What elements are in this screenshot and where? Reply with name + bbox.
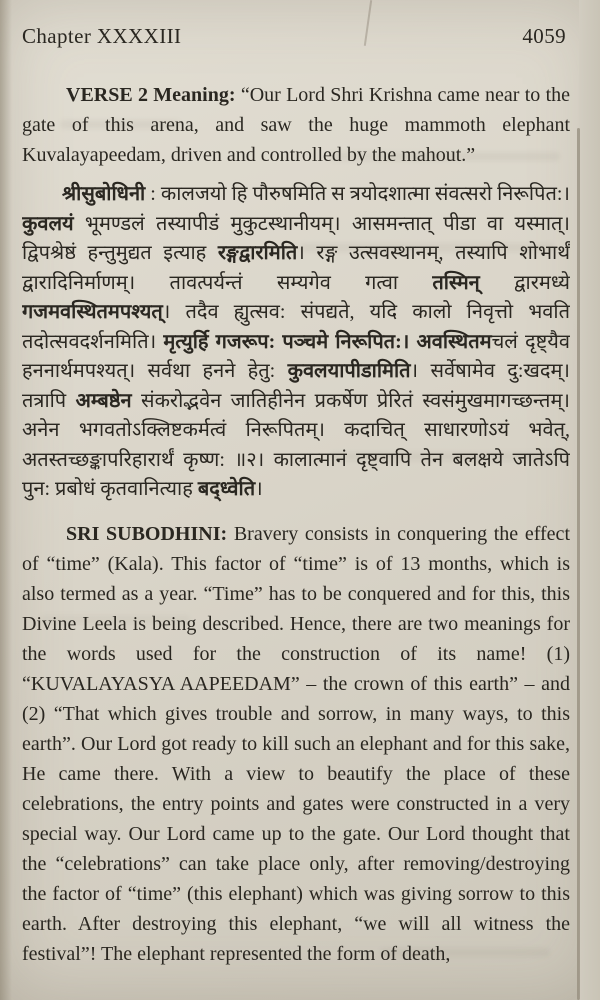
page-number: 4059: [522, 24, 566, 48]
verse-meaning-text: “Our Lord Shri Krishna came near to the gate of this arena, and saw the huge mammoth elephant Kuvalayapeedam, driven and controlled by the mahout.”: [22, 84, 570, 166]
chapter-title: Chapter XXXXIII: [22, 24, 182, 48]
verse-meaning-label: VERSE 2 Meaning:: [66, 84, 236, 106]
page-gutter-shadow: [0, 0, 12, 1000]
subodhini-text: Bravery consists in conquering the effect of “time” (Kala). This factor of “time” is of 13 months, which is also termed as a year. “Time” has to be conquered and for this, this Divine Leela is being described. Hence, there are two meanings for the words used for the construction of its name! (1) “KUVALAYASYA AAPEEDAM” – the crown of this earth” – and (2) “That which gives trouble and sorrow, in many ways, to this earth”. Our Lord got ready to kill such an elephant and for this sake, He came there. With a view to beautify the place of these celebrations, the entry points and gates were constructed in a very special way. Our Lord came up to the gate. Our Lord thought that the “celebrations” can take place only, after removing/destroying the factor of “time” (this elephant) which was giving sorrow to this earth. After destroying this elephant, “we will all witness the festival”! The elephant represented the form of death,: [22, 522, 570, 965]
page-edge-line: [577, 128, 580, 1000]
subodhini-paragraph: [22, 519, 570, 969]
page-right-edge: [579, 0, 600, 1000]
page-body: [22, 80, 570, 969]
sanskrit-commentary-paragraph: श्रीसुबोधिनी : कालजयो हि पौरुषमिति स त्रयोदशात्मा संवत्सरो निरूपित:। कुवलयं भूमण्डलं तस्यापीडं मुकुटस्थानीयम्। आसमन्तात् पीडा वा यस्मात्। द्विपश्रेष्ठं हन्तुमुद्यत इत्याह रङ्गद्वारमिति। रङ्ग उत्सवस्थानम्, तस्यापि शोभार्थं द्वारादिनिर्माणम्। तावत्पर्यन्तं सम्यगेव गत्वा तस्मिन् द्वारमध्ये गजमवस्थितमपश्यत्। तदैव ह्युत्सव: संपद्यते, यदि कालो निवृत्तो भवति तदोत्सवदर्शनमिति। मृत्युर्हि गजरूप: पञ्चमे निरूपित:। अवस्थितमचलं दृष्ट्यैव हननार्थमपश्यत्। सर्वथा हनने हेतु: कुवलयापीडामिति। सर्वेषामेव दु:खदम्। तत्रापि अम्बष्ठेन संकरोद्भवेन जातिहीनेन प्रकर्षेण प्रेरितं स्वसंमुखमागच्छन्तम्। अनेन भगवतोऽक्लिष्टकर्मत्वं निरूपितम्। कदाचित् साधारणोऽयं भवेत्, अतस्तच्छङ्कापरिहारार्थं कृष्ण: ॥२। कालात्मानं दृष्ट्वापि तेन बलक्षये जातेऽपि पुन: प्रबोधं कृतवानित्याह बद्ध्वेति।: [22, 183, 570, 500]
page-header: [22, 24, 566, 49]
verse-meaning-paragraph: [22, 80, 570, 170]
subodhini-label: SRI SUBODHINI:: [66, 522, 228, 545]
